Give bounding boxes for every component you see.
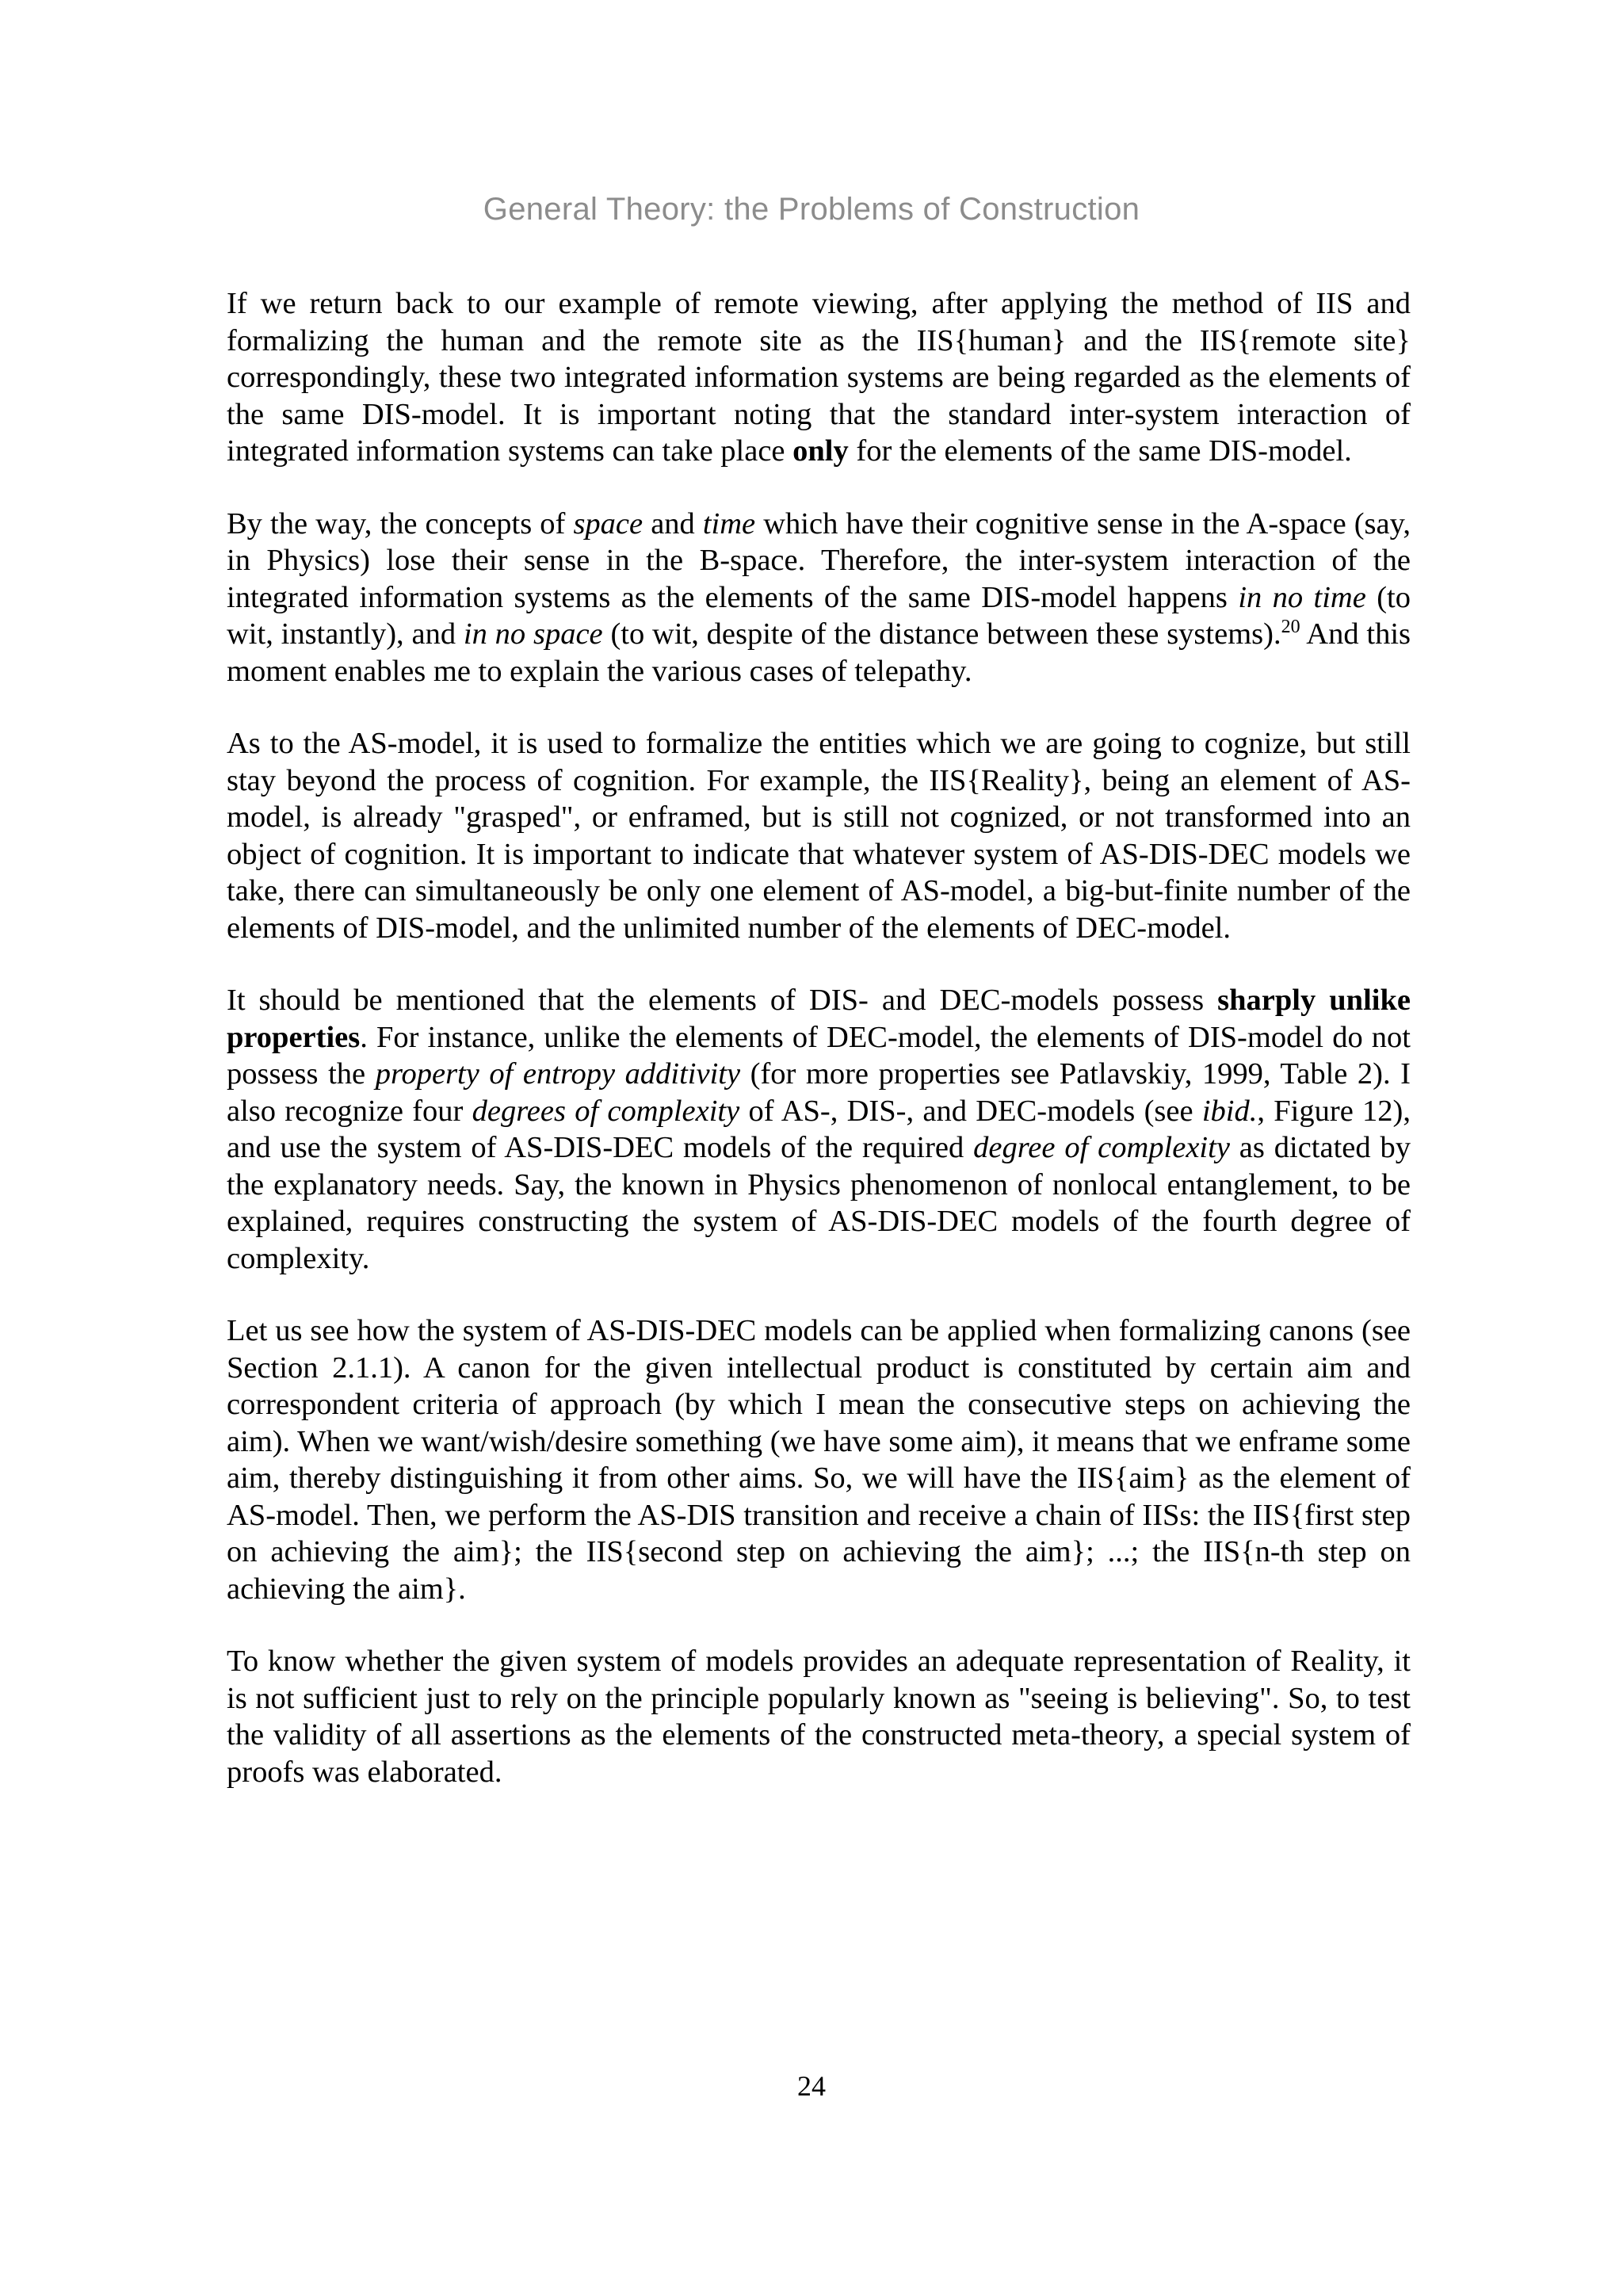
italic-text: time	[702, 506, 756, 541]
text-run: for the elements of the same DIS-model.	[848, 434, 1352, 468]
text-run: If we return back to our example of remote viewing, after applying the method of IIS and formalizing the human and the remote site as the IIS{human} and the IIS{remote site} correspondingly, these two integrated information systems are being regarded as the elements of the same DIS-model. It is important noting that the standard inter-system interaction of integrated information systems can take place	[227, 287, 1411, 468]
text-run: and	[643, 506, 703, 541]
italic-text: degrees of complexity	[472, 1094, 740, 1128]
paragraph	[227, 506, 1411, 690]
text-run: of AS-, DIS-, and DEC-models (see	[739, 1094, 1202, 1128]
paragraph	[227, 1312, 1411, 1607]
paragraph	[227, 982, 1411, 1277]
text-run: As to the AS-model, it is used to formalize the entities which we are going to cognize, but still stay beyond the process of cognition. For example, the IIS{Reality}, being an element of AS-model, is already "grasped", or enframed, but is still not cognized, or not transformed into an object of cognition. It is important to indicate that whatever system of AS-DIS-DEC models we take, there can simultaneously be only one element of AS-model, a big-but-finite number of the elements of DIS-model, and the unlimited number of the elements of DEC-model.	[227, 727, 1411, 945]
text-run: which have their cognitive sense in the A-space (say, in Physics) lose their sense in the B-space. Therefore, the inter-system interaction of the integrated information systems as the elements of the same DIS-model happens	[227, 506, 1411, 614]
body-text	[227, 285, 1411, 1826]
footnote-reference: 20	[1281, 617, 1300, 638]
italic-text: in no space	[463, 617, 603, 651]
running-header: General Theory: the Problems of Construction	[483, 192, 1140, 227]
bold-text: only	[792, 434, 849, 468]
text-run: It should be mentioned that the elements of DIS- and DEC-models possess	[227, 984, 1218, 1017]
text-run: , Figure 12), and use the system of AS-DIS-DEC models of the required	[227, 1094, 1411, 1164]
page-number: 24	[797, 2070, 826, 2102]
text-run: Let us see how the system of AS-DIS-DEC models can be applied when formalizing canons (see Section 2.1.1). A canon for the given intellectual product is constituted by certain aim and correspondent criteria of approach (by which I mean the consecutive steps on achieving the aim). When we want/wish/desire something (we have some aim), it means that we enframe some aim, thereby distinguishing it from other aims. So, we will have the IIS{aim} as the element of AS-model. Then, we perform the AS-DIS transition and receive a chain of IISs: the IIS{first step on achieving the aim}; the IIS{second step on achieving the aim}; ...; the IIS{n-th step on achieving the aim}.	[227, 1314, 1411, 1606]
italic-text: property of entropy additivity	[375, 1057, 741, 1091]
text-run: (to wit, instantly), and	[227, 580, 1411, 651]
text-run: . For instance, unlike the elements of DEC-model, the elements of DIS-model do not possess the	[227, 1020, 1411, 1091]
bold-text: sharply unlike properties	[227, 984, 1411, 1054]
text-run: By the way, the concepts of	[227, 506, 574, 541]
paragraph	[227, 725, 1411, 946]
paragraph	[227, 1643, 1411, 1790]
italic-text: ibid.	[1201, 1094, 1258, 1128]
text-run: (to wit, despite of the distance between these systems).	[602, 617, 1281, 651]
italic-text: degree of complexity	[973, 1131, 1230, 1164]
italic-text: in no time	[1238, 580, 1366, 614]
paragraph	[227, 285, 1411, 470]
text-run: And this moment enables me to explain the various cases of telepathy.	[227, 617, 1411, 688]
text-run: (for more properties see Patlavskiy, 1999, Table 2). I also recognize four	[227, 1057, 1411, 1128]
text-run: To know whether the given system of models provides an adequate representation of Reality, it is not sufficient just to rely on the principle popularly known as "seeing is believing". So, to test the validity of all assertions as the elements of the constructed meta-theory, a special system of proofs was elaborated.	[227, 1645, 1411, 1789]
text-run: as dictated by the explanatory needs. Say, the known in Physics phenomenon of nonlocal entanglement, to be explained, requires constructing the system of AS-DIS-DEC models of the fourth degree of complexity.	[227, 1131, 1411, 1275]
italic-text: space	[573, 506, 643, 541]
